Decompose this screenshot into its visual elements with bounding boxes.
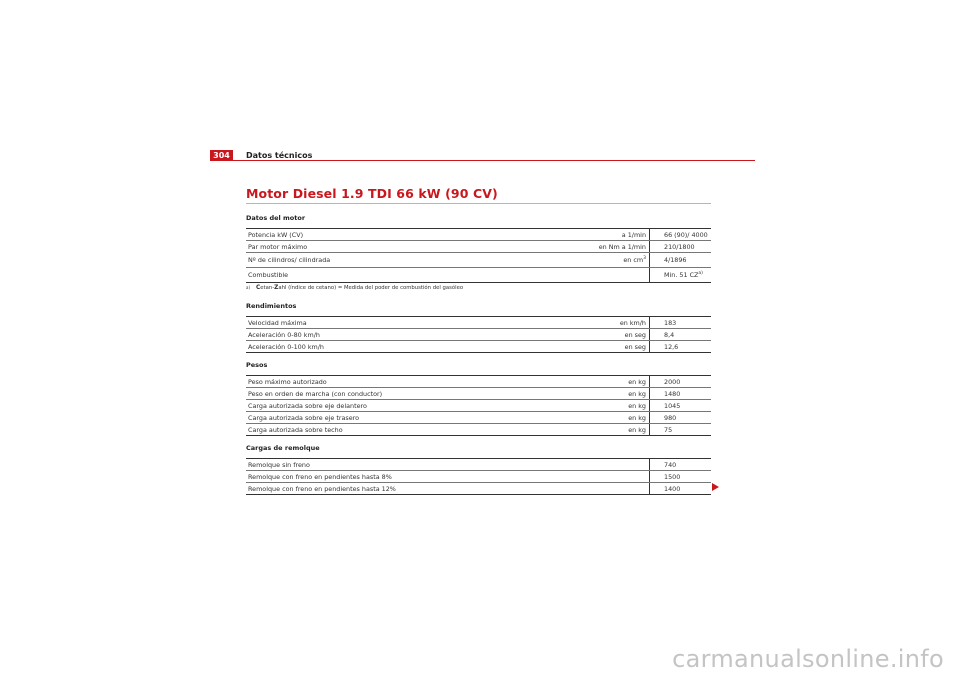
table-row [246, 412, 711, 424]
row-label: Velocidad máxima [246, 317, 421, 329]
table-row [246, 400, 711, 412]
row-value: 1400 [664, 484, 681, 493]
performance-heading: Rendimientos [246, 302, 297, 310]
row-label: Remolque sin freno [246, 459, 421, 471]
footnote [246, 284, 463, 292]
row-value: 210/1800 [650, 241, 712, 253]
section-title: Motor Diesel 1.9 TDI 66 kW (90 CV) [246, 186, 498, 201]
row-unit: en seg [421, 329, 650, 341]
table-row [246, 241, 711, 253]
footnote-marker: a) [246, 285, 251, 290]
table-row [246, 388, 711, 400]
row-unit: en km/h [421, 317, 650, 329]
row-unit: en Nm a 1/min [421, 241, 650, 253]
weights-table [246, 375, 711, 436]
performance-table [246, 316, 711, 353]
table-row [246, 229, 711, 241]
footnote-z: Z [274, 285, 279, 291]
row-unit: en kg [421, 388, 650, 400]
row-label: Peso máximo autorizado [246, 376, 421, 388]
row-value [650, 268, 712, 283]
table-row [246, 376, 711, 388]
row-unit [421, 253, 650, 268]
row-unit [421, 268, 650, 283]
row-value: 8,4 [650, 329, 712, 341]
footnote-text: ahl (índice de cetano) = Medida del poder de combustión del gasóleo [278, 285, 464, 291]
row-value: 2000 [650, 376, 712, 388]
row-label: Aceleración 0-80 km/h [246, 329, 421, 341]
weights-heading: Pesos [246, 361, 268, 369]
row-unit: en kg [421, 376, 650, 388]
trailer-table [246, 458, 711, 495]
engine-table [246, 228, 711, 283]
trailer-heading: Cargas de remolque [246, 444, 320, 452]
row-value: 66 (90)/ 4000 [650, 229, 712, 241]
row-unit: en kg [421, 400, 650, 412]
row-value: 1480 [650, 388, 712, 400]
footnote-c: C [256, 285, 261, 291]
engine-heading: Datos del motor [246, 214, 306, 222]
row-label: Carga autorizada sobre techo [248, 425, 343, 434]
row-unit-text: en cm [623, 256, 644, 264]
row-value: 4/1896 [650, 253, 712, 268]
table-row [246, 268, 711, 283]
next-page-arrow-icon[interactable] [712, 483, 719, 491]
row-label: Peso en orden de marcha (con conductor) [246, 388, 421, 400]
row-value: 1500 [650, 471, 712, 483]
row-value: 980 [650, 412, 712, 424]
row-label: Remolque con freno en pendientes hasta 12% [248, 484, 396, 493]
watermark: carmanualsonline.info [672, 645, 944, 673]
footnote-ref: a) [698, 271, 703, 276]
row-value: 12,6 [664, 342, 679, 351]
row-unit [421, 471, 650, 483]
table-row [246, 329, 711, 341]
table-row [246, 253, 711, 268]
row-label: Carga autorizada sobre eje trasero [246, 412, 421, 424]
header-divider [210, 160, 755, 161]
row-value: 75 [664, 425, 673, 434]
title-divider [246, 203, 711, 204]
row-unit [421, 459, 650, 471]
row-value-text: Min. 51 CZ [664, 271, 699, 279]
row-unit [421, 483, 650, 495]
row-label: Potencia kW (CV) [246, 229, 421, 241]
row-label: Nº de cilindros/ cilindrada [246, 253, 421, 268]
row-unit: en kg [421, 412, 650, 424]
row-label: Par motor máximo [246, 241, 421, 253]
row-label: Aceleración 0-100 km/h [248, 342, 324, 351]
row-value: 1045 [650, 400, 712, 412]
unit-superscript: 3 [643, 256, 646, 261]
table-row [246, 483, 711, 495]
table-row [246, 471, 711, 483]
row-unit: a 1/min [421, 229, 650, 241]
row-label: Combustible [248, 271, 289, 279]
row-label: Carga autorizada sobre eje delantero [246, 400, 421, 412]
row-unit: en seg [421, 341, 650, 353]
table-row [246, 341, 711, 353]
row-value: 740 [650, 459, 712, 471]
page-header-title: Datos técnicos [246, 151, 313, 160]
footnote-etan: etan- [260, 285, 275, 291]
table-row [246, 459, 711, 471]
row-value: 183 [650, 317, 712, 329]
page-number: 304 [210, 150, 233, 161]
row-unit: en kg [421, 424, 650, 436]
table-row [246, 317, 711, 329]
row-label: Remolque con freno en pendientes hasta 8% [246, 471, 421, 483]
table-row [246, 424, 711, 436]
